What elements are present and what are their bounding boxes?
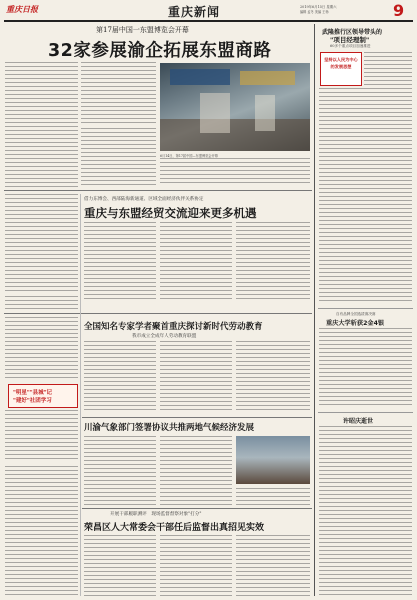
section-title: 重庆新闻 — [168, 5, 221, 19]
article2-body-1 — [84, 222, 156, 300]
article1-headline: 32家参展渝企拓展东盟商路 — [48, 41, 272, 61]
article3-body-1 — [84, 341, 156, 413]
article3-headline: 全国知名专家学者聚首重庆探讨新时代劳动教育 — [84, 322, 263, 332]
article4-body-left — [5, 410, 78, 462]
article2-body-left2 — [5, 296, 78, 312]
red-badge — [8, 384, 78, 408]
article5-headline: 荣昌区人大常委会干部任后监督出真招见实效 — [84, 523, 265, 533]
red-seal-box — [320, 52, 362, 86]
article3-body-3 — [236, 341, 310, 413]
article4-body-3 — [236, 488, 310, 506]
article2-body-2 — [160, 222, 232, 300]
seal-text: 坚持以人民为中心的发展思想 — [324, 57, 358, 69]
article1-body-mid2 — [81, 128, 156, 186]
article3-body-left — [5, 317, 78, 380]
badge-line2: "建好"社团学习 — [13, 398, 52, 404]
article3-subhead: 我市成立全成年人劳动教育联盟 — [132, 334, 197, 339]
article5-body-1 — [84, 535, 156, 596]
article2-kicker: 借力东博会、西部陆海新通道、区域全面经济伙伴关系协定 — [84, 197, 204, 202]
sidebar-divider — [314, 24, 315, 596]
article1-body-left — [5, 62, 78, 187]
date-line: 2019年6月15日 星期六 — [300, 5, 337, 9]
article2-body-3 — [236, 222, 310, 300]
sidebar1-subhead: "项目经理制" — [330, 36, 370, 44]
article1-body-mid — [81, 62, 156, 124]
sidebar3-headline: 许昭庆逝世 — [343, 418, 374, 425]
masthead — [0, 0, 417, 21]
badge-line1: "明星""县城"记 — [13, 390, 52, 396]
article2-headline: 重庆与东盟经贸交流迎来更多机遇 — [84, 206, 257, 220]
sidebar3-body — [319, 426, 412, 596]
sidebar1-small: 60多个重点项目加速推进 — [330, 44, 371, 48]
article5-body-2 — [160, 535, 232, 596]
masthead-logo: 重庆日报 — [6, 4, 38, 14]
article4-photo — [236, 436, 310, 484]
article4-body-2 — [160, 436, 232, 506]
sidebar2-label: 自有品牌全国选拔赛决赛 — [336, 312, 376, 316]
article4-body-1 — [84, 436, 156, 506]
article4-headline: 川渝气象部门签署协议共推两地气候经济发展 — [84, 423, 255, 433]
sidebar2-headline: 重庆大学斩获2金4银 — [326, 320, 385, 327]
article1-kicker: 第17届中国一东盟博览会开幕 — [96, 26, 189, 34]
masthead-rule — [4, 20, 413, 22]
sidebar2-body — [319, 328, 412, 406]
article1-body-under-photo — [160, 158, 310, 186]
editor-line: 编辑 孟冬 美编 王杨 — [300, 10, 329, 14]
photo-caption: 6月14日，第17届中国—东盟博览会开幕 — [160, 154, 218, 158]
sidebar1-body-a — [364, 52, 412, 86]
article2-lead-left — [5, 194, 78, 292]
sidebar1-headline: 武隆推行区领导带头的 — [322, 29, 383, 36]
expo-photo — [160, 63, 310, 151]
article5-body-left — [5, 466, 78, 596]
article3-body-2 — [160, 341, 232, 413]
sidebar1-body-b — [319, 88, 412, 304]
article5-body-3 — [236, 535, 310, 596]
article5-kicker: 开展干部履职测评 现场监督督察对象"打分" — [110, 512, 202, 517]
page-number: 9 — [393, 1, 405, 20]
